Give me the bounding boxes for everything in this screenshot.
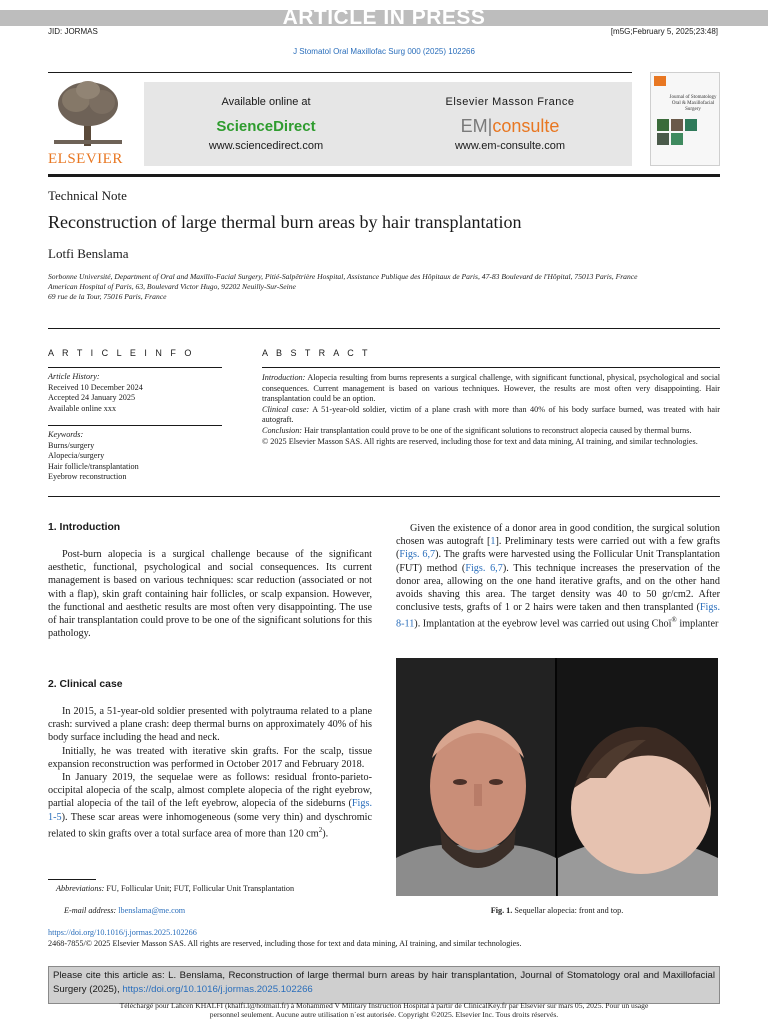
abstract-body [262,373,720,447]
header-top-rule [48,72,632,73]
keyword-item: Hair follicle/transplantation [48,461,139,471]
cover-image-2 [671,119,683,131]
history-label: Article History: [48,372,100,381]
em-consulte-logo: EM|consulte [460,116,560,136]
build-stamp: [m5G;February 5, 2025;23:48] [610,27,718,36]
email-label: E-mail address: [64,906,117,915]
abstract-conclusion-label: Conclusion: [262,425,303,435]
footnote-rule [48,879,96,880]
reference-1-link[interactable]: 1 [490,536,496,548]
affiliation-3: 69 rue de la Tour, 75016 Paris, France [48,292,167,301]
emc-publisher-label: Elsevier Masson France [445,96,575,108]
figs-1-5-link[interactable]: Figs. 1-5 [48,798,372,823]
cover-image-3 [685,119,697,131]
issn-copyright-line: 2468-7855/© 2025 Elsevier Masson SAS. All rights are reserved, including those for text and data mining, AI training, and similar technologies. [48,939,522,948]
section-introduction-body [48,548,372,640]
clinical-paragraph-2: Initially, he was treated with iterative skin grafts. For the scalp, tissue expansion reconstruction was performed in October 2017 and February 2018. [48,745,372,770]
graft-paragraph: Given the existence of a donor area in good condition, the surgical solution chosen was autograft [1]. Preliminary tests were carried out with a few grafts (Figs. 6,7). The grafts were harvested using the Follicular Unit Transplantation (FUT) method (Figs. 6,7). This technique increases the preservation of the donor area, allowing on the one hand iterative grafts, and on the other hand avoids shaving this area. The target density was 40 to 50 gr/cm2. After conclusive tests, grafts of 1 or 2 hairs were taken and then transplanted (Figs. 8-11). Implantation at the eyebrow level was carried out using Choï® implanter [396,523,721,630]
sciencedirect-url[interactable]: www.sciencedirect.com [208,140,324,152]
abstract-rule [262,367,720,368]
cover-image-4 [657,133,669,145]
download-note: Téléchargé pour Lahcen KHALFI (khalfi.l@hotmail.fr) à Mohammed V Military Instruction Hospital à partir de ClinicalKey.fr par Elsevier sur mars 05, 2025. Pour un usage personnel seulement. Aucune autre utilisation n´est autorisée. Copyright ©2025. Elsevier Inc. Tous droits réservés. [119,1001,649,1019]
right-column-body [396,522,720,631]
affiliations [48,272,648,302]
clinical-paragraph-1: In 2015, a 51-year-old soldier presented with polytrauma related to a plane crash: survived a plane crash: deep thermal burns on approximately 40% of his body surface including the head and neck. [48,706,372,744]
clinical-paragraph-3: In January 2019, the sequelae were as follows: residual fronto-parieto-occipital alopecia of the scalp, almost complete alopecia of the right eyebrow, partial alopecia of the tail of the left eyebrow, alopecia of the sideburns (Figs. 1-5). These scar areas were inhomogeneous (some very thin) and dyschromic related to skin grafts over a total surface area of more than 120 $cm^2$). [48,772,372,840]
abstract-heading: A B S T R A C T [262,348,371,358]
online-date: Available online xxx [48,403,117,413]
title-bottom-rule [48,328,720,329]
keywords-label: Keywords: [48,430,84,439]
elsevier-tree-logo [48,78,128,150]
figs-8-11-link[interactable]: Figs. 8-11 [396,602,720,630]
figure-1-photo [396,658,718,896]
keywords-block [48,430,224,483]
em-logo-part: EM [460,116,488,136]
journal-cover-thumbnail [650,72,720,166]
section-introduction-title: 1. Introduction [48,522,121,533]
abbreviations-footnote: Abbreviations: FU, Follicular Unit; FUT, Follicular Unit Transplantation [56,884,295,893]
section-clinical-case-body [48,705,372,840]
cover-image-1 [657,119,669,131]
abstract-conclusion: Hair transplantation could prove to be one of the significant solutions to reconstruct alopecia caused by thermal burns. [302,425,692,435]
keywords-rule [48,425,222,426]
journal-reference[interactable]: J Stomatol Oral Maxillofac Surg 000 (2025) 102266 [293,47,475,56]
section-clinical-case-title: 2. Clinical case [48,679,123,690]
abstract-intro: Alopecia resulting from burns represents a surgical challenge, with significant functional, physical, psychological and social consequences. Current management is based on various techniques. However, the results are most often very disappointing. Hair transplantation could be an option. [262,373,720,404]
cover-image-5 [671,133,683,145]
abstract-copyright: © 2025 Elsevier Masson SAS. All rights are reserved, including those for text and data mining, AI training, and similar technologies. [262,436,698,446]
header-bottom-rule [48,174,720,177]
article-title: Reconstruction of large thermal burn areas by hair transplantation [48,212,522,232]
affiliation-2: American Hospital of Paris, 63, Boulevard Victor Hugo, 92202 Neuilly-Sur-Seine [48,282,296,291]
affiliation-1: Sorbonne Université, Department of Oral and Maxillo-Facial Surgery, Pitié-Salpêtrière Hospital, Assistance Publique des Hôpitaux de Paris, 47-83 Boulevard de l'Hôpital, 75013 Paris, France [48,272,638,281]
email-link[interactable]: lbenslama@me.com [118,906,186,915]
cover-title: Journal of Stomatology Oral & Maxillofacial Surgery [669,95,717,112]
received-date: Received 10 December 2024 [48,382,143,392]
accepted-date: Accepted 24 January 2025 [48,393,136,403]
article-in-press-banner: ARTICLE IN PRESS [282,6,486,29]
abstract-case-label: Clinical case: [262,404,310,414]
keyword-item: Alopecia/surgery [48,451,105,461]
article-info-rule [48,367,222,368]
abstract-case: A 51-year-old soldier, victim of a plane crash with more than 40% of his body surface burned, was treated with hair autograft. [262,404,720,425]
elsevier-wordmark: ELSEVIER [48,151,123,167]
article-type: Technical Note [48,188,127,203]
sciencedirect-logo: ScienceDirect [216,118,316,135]
cover-publisher-mark [654,76,666,86]
emc-url[interactable]: www.em-consulte.com [454,140,566,152]
jid-label: JID: JORMAS [48,27,98,36]
figs-6-7-link[interactable]: Figs. 6,7 [399,549,436,561]
abstract-bottom-rule [48,496,720,497]
email-footnote [64,906,394,917]
keyword-item: Burns/surgery [48,440,95,450]
article-info-heading: A R T I C L E I N F O [48,348,195,358]
cite-text: Please cite this article as: L. Benslama, Reconstruction of large thermal burn areas by hair transplantation, Journal of Stomatology oral and Maxillofacial Surgery (2025), https://doi.org/10.1016/j.jormas.2025.102266 [53,970,715,995]
cite-doi-link[interactable]: https://doi.org/10.1016/j.jormas.2025.102266 [122,984,313,995]
abbreviations-label: Abbreviations: [56,884,105,893]
introduction-paragraph: Post-burn alopecia is a surgical challenge because of the significant aesthetic, functional, psychological and social consequences. Its current management is based on various techniques: scar reduction (associated or not with a flap), skin graft containing hair follicles, or scalp expansion. However, the functional and aesthetic results are most often very disappointing. The use of hair transplantation could prove to be one of the significant solutions for this pathology. [48,549,372,640]
figure-1-label: Fig. 1. [490,906,513,915]
article-history [48,372,224,414]
consulte-logo-part: consulte [492,116,560,136]
figs-6-7-link[interactable]: Figs. 6,7 [465,562,503,574]
available-online-label: Available online at [221,96,311,108]
figure-1-caption: Fig. 1. Sequellar alopecia: front and top. [490,906,624,915]
author-name: Lotfi Benslama [48,246,129,261]
abstract-intro-label: Introduction: [262,373,306,382]
doi-link[interactable]: https://doi.org/10.1016/j.jormas.2025.102266 [48,928,197,937]
keyword-item: Eyebrow reconstruction [48,472,127,482]
